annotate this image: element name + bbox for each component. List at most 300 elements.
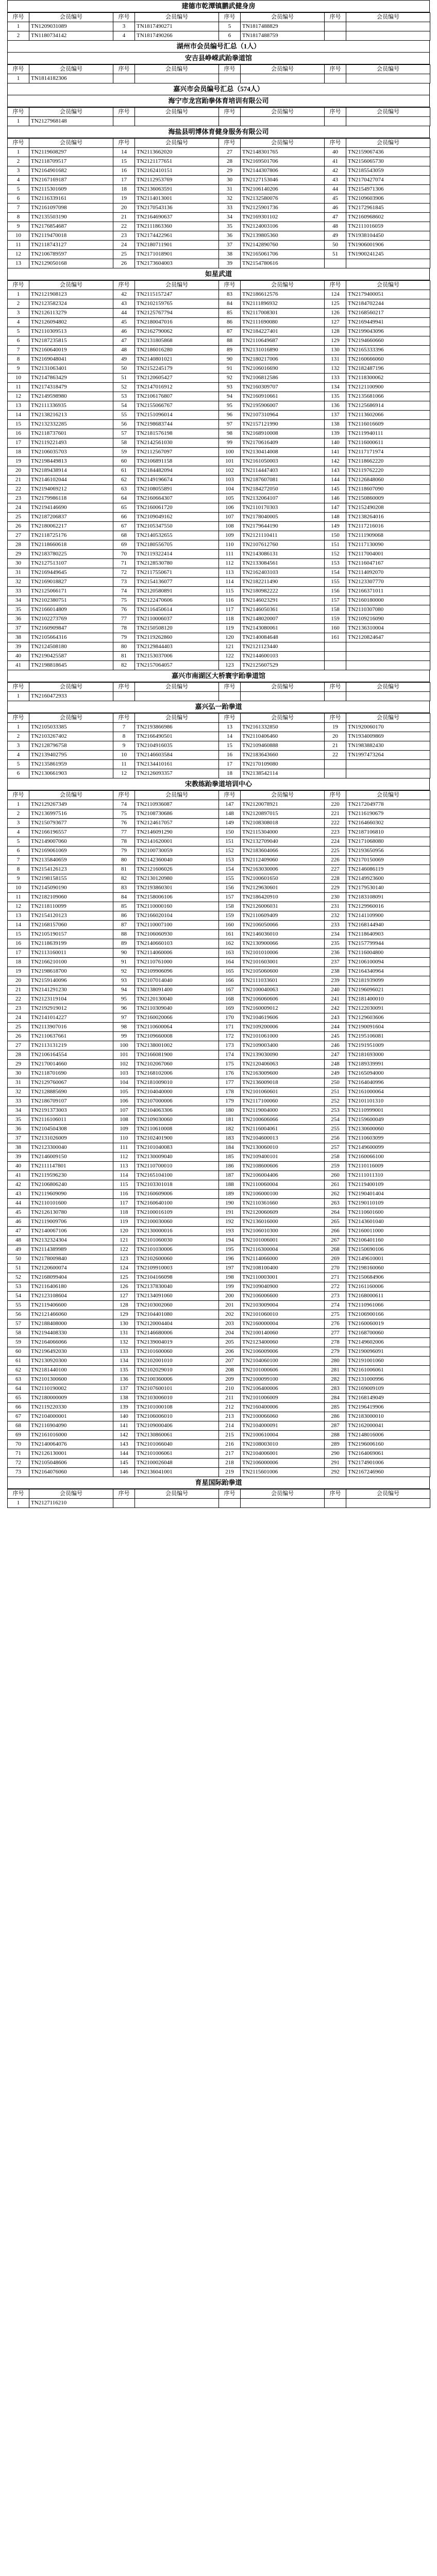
entry-index: 149 [325, 522, 346, 531]
entry-member-no: TN2164076060 [29, 1468, 113, 1477]
entry-index: 18 [219, 769, 241, 778]
entry-index: 80 [113, 856, 135, 865]
entry-index: 93 [113, 976, 135, 986]
entry-index: 5 [8, 185, 29, 194]
header-row [8, 683, 430, 692]
entry-index: 159 [325, 615, 346, 624]
entry-member-no: TN2101006061 [135, 1449, 219, 1459]
entry-member-no [346, 661, 430, 670]
table-row [8, 466, 430, 476]
entry-member-no: TN2195906007 [241, 401, 325, 411]
entry-member-no: TN2174318479 [29, 383, 113, 392]
entry-member-no: TN2110761000 [135, 958, 219, 967]
entry-index: 125 [113, 1273, 135, 1282]
entry-member-no: TN2116047167 [346, 559, 430, 568]
entry-index: 1 [8, 22, 29, 31]
entry-member-no: TN2114447403 [241, 466, 325, 476]
entry-member-no: TN2102401900 [135, 1134, 219, 1143]
entry-index: 240 [325, 986, 346, 995]
entry-index: 32 [8, 1088, 29, 1097]
entry-index: 233 [325, 921, 346, 930]
entry-member-no: TN2198158155 [29, 874, 113, 884]
entry-member-no: TN2125607529 [241, 661, 325, 670]
entry-index: 176 [219, 1069, 241, 1078]
entry-index: 34 [8, 1106, 29, 1115]
entry-member-no: TN2168560217 [346, 309, 430, 318]
entry-member-no: TN2163030006 [241, 865, 325, 874]
entry-member-no: TN2104166098 [135, 1273, 219, 1282]
entry-member-no: TN2161016000 [29, 1431, 113, 1440]
entry-index: 25 [8, 513, 29, 522]
entry-index: 2 [8, 809, 29, 819]
entry-index [325, 769, 346, 778]
entry-member-no: TN2116300004 [241, 1245, 325, 1255]
entry-index: 172 [219, 1032, 241, 1041]
entry-member-no: TN2161097098 [29, 204, 113, 213]
entry-index: 15 [8, 420, 29, 429]
entry-member-no: TN2106000100 [241, 1190, 325, 1199]
entry-member-no: TN2102380751 [29, 596, 113, 605]
entry-index: 133 [113, 1347, 135, 1357]
entry-member-no: TN2109910003 [135, 1264, 219, 1273]
entry-index: 42 [325, 166, 346, 176]
table-row [8, 1217, 430, 1227]
table-row [8, 1004, 430, 1013]
entry-index: 83 [219, 290, 241, 299]
entry-index: 122 [113, 1245, 135, 1255]
entry-index: 106 [113, 1097, 135, 1106]
entry-member-no: TN2121466060 [29, 1310, 113, 1319]
entry-member-no: TN1997473264 [346, 751, 430, 760]
entry-member-no: TN2107014040 [135, 976, 219, 986]
entry-index: 39 [8, 1153, 29, 1162]
entry-member-no: TN1983882430 [346, 741, 430, 751]
entry-member-no: TN2181576198 [135, 429, 219, 438]
entry-member-no: TN2158006106 [135, 893, 219, 902]
entry-member-no: TN2181009010 [135, 1078, 219, 1088]
entry-member-no: TN2100360006 [135, 1375, 219, 1384]
entry-member-no: TN2148301765 [241, 148, 325, 157]
table-row [8, 290, 430, 299]
entry-member-no: TN2191373003 [29, 1106, 113, 1115]
entry-member-no: TN2101300600 [29, 1375, 113, 1384]
entry-index: 22 [8, 485, 29, 494]
member-table [7, 682, 430, 701]
header-index: 序号 [8, 65, 29, 74]
entry-member-no: TN2130661903 [29, 769, 113, 778]
entry-member-no: TN2179400051 [346, 290, 430, 299]
entry-member-no: TN2102159765 [135, 299, 219, 309]
table-row [8, 633, 430, 642]
entry-index: 169 [219, 1004, 241, 1013]
entry-index: 79 [113, 846, 135, 856]
entry-index: 89 [219, 346, 241, 355]
entry-member-no: TN2167246960 [346, 1468, 430, 1477]
entry-index: 58 [113, 438, 135, 448]
entry-index: 91 [219, 364, 241, 374]
entry-member-no: TN2198618700 [29, 967, 113, 976]
entry-index: 251 [325, 1088, 346, 1097]
entry-index: 65 [8, 1394, 29, 1403]
entry-index: 290 [325, 1449, 346, 1459]
entry-member-no: TN2149196674 [135, 476, 219, 485]
header-row [8, 281, 430, 290]
table-row [8, 1227, 430, 1236]
entry-index: 39 [219, 259, 241, 268]
header-member-no: 会员编号 [135, 281, 219, 290]
entry-member-no: TN2110003001 [241, 1273, 325, 1282]
entry-index: 11 [8, 893, 29, 902]
entry-index: 16 [113, 166, 135, 176]
entry-member-no: TN2146603584 [135, 751, 219, 760]
entry-index: 85 [113, 902, 135, 911]
entry-member-no: TN2119220330 [29, 1403, 113, 1412]
entry-member-no: TN2178040005 [241, 513, 325, 522]
entry-index: 241 [325, 995, 346, 1004]
entry-member-no: TN2119221493 [29, 438, 113, 448]
entry-index: 281 [325, 1366, 346, 1375]
entry-index: 228 [325, 874, 346, 884]
entry-index: 31 [8, 568, 29, 578]
header-member-no: 会员编号 [135, 13, 219, 22]
entry-index: 43 [113, 299, 135, 309]
entry-member-no: TN2101101310 [346, 1097, 430, 1106]
entry-member-no: TN2179644190 [241, 522, 325, 531]
entry-index: 163 [219, 948, 241, 958]
header-index: 序号 [325, 1489, 346, 1499]
entry-member-no: TN2118300062 [346, 374, 430, 383]
entry-member-no [241, 692, 325, 701]
entry-index: 105 [113, 1088, 135, 1097]
entry-member-no: TN2112409060 [241, 856, 325, 865]
entry-index: 53 [8, 1282, 29, 1292]
entry-member-no: TN2106000006 [241, 1459, 325, 1468]
table-row [8, 596, 430, 605]
entry-index: 158 [325, 605, 346, 615]
header-member-no: 会员编号 [241, 714, 325, 723]
entry-member-no: TN2104401080 [135, 1310, 219, 1319]
entry-member-no: TN2132580076 [241, 194, 325, 204]
entry-member-no: TN2120406063 [241, 1060, 325, 1069]
entry-member-no: TN2146680006 [135, 1329, 219, 1338]
entry-index: 165 [219, 967, 241, 976]
entry-index: 111 [113, 1143, 135, 1153]
entry-index: 50 [325, 241, 346, 250]
table-row [8, 31, 430, 41]
entry-member-no: TN2104063306 [135, 1106, 219, 1115]
entry-index: 249 [325, 1069, 346, 1078]
table-row [8, 1357, 430, 1366]
entry-member-no: TN2123119104 [29, 995, 113, 1004]
entry-index: 66 [113, 513, 135, 522]
header-member-no: 会员编号 [135, 1489, 219, 1499]
member-table [7, 64, 430, 83]
entry-index: 148 [219, 809, 241, 819]
entry-index: 35 [8, 1115, 29, 1125]
entry-index: 279 [325, 1347, 346, 1357]
entry-member-no: TN2118640903 [346, 930, 430, 939]
entry-index [219, 1499, 241, 1508]
table-row [8, 318, 430, 327]
entry-index: 17 [113, 176, 135, 185]
header-index: 序号 [325, 139, 346, 148]
entry-member-no: TN2169009109 [346, 1384, 430, 1394]
entry-index [325, 661, 346, 670]
entry-index: 55 [113, 411, 135, 420]
entry-member-no: TN2148016006 [346, 1431, 430, 1440]
entry-member-no: TN2127153046 [241, 176, 325, 185]
entry-member-no: TN2101600060 [135, 1347, 219, 1357]
entry-member-no: TN2181400010 [346, 995, 430, 1004]
entry-index: 187 [219, 1171, 241, 1180]
table-row [8, 309, 430, 318]
table-row [8, 1060, 430, 1069]
header-index: 序号 [219, 714, 241, 723]
entry-index: 27 [8, 531, 29, 540]
entry-index: 140 [325, 438, 346, 448]
entry-index: 35 [8, 605, 29, 615]
table-row [8, 117, 430, 126]
table-row [8, 902, 430, 911]
entry-index: 206 [219, 1347, 241, 1357]
entry-index: 157 [219, 893, 241, 902]
entry-index: 115 [219, 587, 241, 596]
entry-member-no: TN2109049162 [135, 513, 219, 522]
entry-member-no: TN2126093357 [135, 769, 219, 778]
entry-index: 48 [8, 1236, 29, 1245]
entry-member-no: TN2106004406 [241, 1171, 325, 1180]
entry-index: 46 [113, 327, 135, 336]
entry-index [325, 259, 346, 268]
header-index: 序号 [219, 139, 241, 148]
member-table [7, 138, 430, 268]
entry-member-no: TN2193860301 [135, 884, 219, 893]
entry-member-no: TN2194146690 [29, 503, 113, 513]
entry-member-no: TN2132332285 [29, 420, 113, 429]
entry-member-no: TN2160472933 [29, 692, 113, 701]
entry-member-no: TN2139805360 [241, 231, 325, 241]
entry-member-no: TN2183604066 [241, 846, 325, 856]
entry-member-no: TN2132064107 [241, 494, 325, 503]
entry-index: 194 [219, 1236, 241, 1245]
entry-member-no: TN2180000009 [29, 1394, 113, 1403]
entry-index: 112 [219, 559, 241, 568]
entry-member-no: TN2127513107 [29, 559, 113, 568]
entry-member-no: TN2190110109 [346, 1199, 430, 1208]
entry-index: 156 [325, 587, 346, 596]
entry-index: 134 [325, 383, 346, 392]
entry-member-no: TN2190425587 [29, 652, 113, 661]
entry-member-no: TN2184482094 [135, 466, 219, 476]
member-sheet [7, 0, 430, 1508]
entry-index: 6 [219, 31, 241, 41]
entry-index: 273 [325, 1292, 346, 1301]
entry-index: 152 [325, 550, 346, 559]
entry-index: 38 [8, 633, 29, 642]
entry-index: 238 [325, 967, 346, 976]
entry-member-no: TN2160000004 [241, 1319, 325, 1329]
entry-index: 9 [8, 364, 29, 374]
entry-index: 10 [8, 231, 29, 241]
table-row [8, 1032, 430, 1041]
entry-member-no: TN2124003106 [241, 222, 325, 231]
entry-index: 117 [219, 605, 241, 615]
entry-member-no: TN2198449813 [29, 457, 113, 466]
entry-index: 26 [8, 1032, 29, 1041]
header-member-no: 会员编号 [29, 108, 113, 117]
entry-index: 116 [219, 596, 241, 605]
entry-member-no: TN2146102044 [29, 476, 113, 485]
entry-index: 22 [8, 995, 29, 1004]
entry-index: 5 [8, 327, 29, 336]
table-row [8, 420, 430, 429]
entry-index: 278 [325, 1338, 346, 1347]
entry-member-no: TN2100016109 [135, 1208, 219, 1217]
entry-index: 203 [219, 1319, 241, 1329]
entry-member-no: TN2194069212 [29, 485, 113, 494]
entry-member-no: TN2141620001 [135, 837, 219, 846]
entry-member-no [346, 117, 430, 126]
entry-index: 270 [325, 1264, 346, 1273]
table-row [8, 1310, 430, 1319]
entry-index: 141 [113, 1421, 135, 1431]
entry-member-no: TN2180982222 [241, 587, 325, 596]
section-title: 宋教练跆拳道培训中心 [7, 778, 430, 790]
entry-member-no: TN2108308018 [241, 819, 325, 828]
entry-index: 13 [219, 723, 241, 732]
table-row [8, 540, 430, 550]
entry-index: 133 [325, 374, 346, 383]
entry-member-no: TN2147863429 [29, 374, 113, 383]
header-index: 序号 [219, 683, 241, 692]
entry-member-no: TN2112567097 [135, 448, 219, 457]
header-member-no: 会员编号 [135, 791, 219, 800]
entry-index: 143 [113, 1440, 135, 1449]
entry-member-no: TN2143601040 [346, 1217, 430, 1227]
table-row [8, 1115, 430, 1125]
entry-index: 132 [325, 364, 346, 374]
entry-index: 136 [113, 1375, 135, 1384]
entry-member-no: TN2139030090 [241, 1050, 325, 1060]
entry-member-no: TN2113160011 [29, 948, 113, 958]
header-member-no: 会员编号 [346, 108, 430, 117]
header-index: 序号 [113, 281, 135, 290]
table-row [8, 1282, 430, 1292]
entry-index: 113 [219, 568, 241, 578]
entry-member-no: TN2190401404 [346, 1190, 430, 1199]
entry-index: 193 [219, 1227, 241, 1236]
entry-member-no: TN2195106081 [346, 1032, 430, 1041]
entry-member-no: TN2168000611 [346, 1292, 430, 1301]
entry-member-no: TN2174422961 [135, 231, 219, 241]
table-row [8, 837, 430, 846]
entry-index: 47 [325, 213, 346, 222]
entry-member-no: TN2168144940 [346, 921, 430, 930]
entry-member-no: TN2109030060 [135, 1115, 219, 1125]
entry-index: 275 [325, 1310, 346, 1319]
entry-member-no: TN2124508180 [29, 642, 113, 652]
entry-member-no: TN2164040996 [346, 1078, 430, 1088]
entry-member-no: TN2118743127 [29, 241, 113, 250]
entry-member-no: TN2143080061 [241, 624, 325, 633]
entry-member-no: TN2113662020 [135, 148, 219, 157]
entry-member-no: TN2109000406 [135, 1421, 219, 1431]
entry-member-no: TN2130920300 [29, 1357, 113, 1366]
table-row [8, 1078, 430, 1088]
entry-index: 204 [219, 1329, 241, 1338]
entry-index: 102 [219, 466, 241, 476]
entry-member-no: TN2104006001 [241, 1449, 325, 1459]
entry-index: 81 [113, 865, 135, 874]
header-index: 序号 [113, 13, 135, 22]
entry-member-no: TN1938104450 [346, 231, 430, 241]
entry-index: 248 [325, 1060, 346, 1069]
entry-member-no: TN2170427074 [346, 176, 430, 185]
entry-member-no: TN2198683744 [135, 420, 219, 429]
header-member-no: 会员编号 [241, 1489, 325, 1499]
entry-index: 286 [325, 1412, 346, 1421]
entry-index: 134 [113, 1357, 135, 1366]
table-row [8, 1023, 430, 1032]
entry-member-no: TN2111690080 [241, 318, 325, 327]
entry-index [113, 74, 135, 83]
entry-member-no: TN2110961066 [346, 1301, 430, 1310]
entry-member-no: TN2119004000 [241, 1106, 325, 1115]
entry-member-no: TN2117004001 [346, 550, 430, 559]
entry-index: 31 [219, 185, 241, 194]
entry-member-no: TN2130600060 [346, 1125, 430, 1134]
entry-index: 142 [113, 1431, 135, 1440]
entry-member-no: TN2106900166 [346, 1310, 430, 1319]
entry-index: 1 [8, 800, 29, 809]
entry-index: 57 [113, 429, 135, 438]
entry-member-no: TN2111909068 [346, 531, 430, 540]
entry-member-no: TN2186420910 [241, 893, 325, 902]
entry-member-no: TN2101010006 [241, 948, 325, 958]
entry-index: 77 [113, 615, 135, 624]
entry-member-no: TN2164340964 [346, 967, 430, 976]
entry-member-no: TN2130120980 [135, 874, 219, 884]
table-row [8, 1440, 430, 1449]
entry-member-no: TN2116339161 [29, 194, 113, 204]
entry-member-no: TN2128796758 [29, 741, 113, 751]
entry-member-no: TN2110000160 [135, 902, 219, 911]
entry-index: 30 [8, 1069, 29, 1078]
entry-index: 230 [325, 893, 346, 902]
entry-member-no: TN2130900066 [241, 939, 325, 948]
entry-index: 276 [325, 1319, 346, 1329]
entry-member-no: TN2162790062 [135, 327, 219, 336]
entry-index: 46 [8, 1217, 29, 1227]
entry-index: 208 [219, 1366, 241, 1375]
entry-index: 63 [8, 1375, 29, 1384]
entry-index: 7 [8, 204, 29, 213]
header-member-no: 会员编号 [346, 65, 430, 74]
entry-member-no: TN2100030060 [135, 1217, 219, 1227]
table-row [8, 241, 430, 250]
entry-member-no: TN1900241245 [346, 250, 430, 259]
entry-member-no: TN2134410161 [135, 760, 219, 769]
entry-member-no: TN2106010300 [241, 1227, 325, 1236]
entry-member-no: TN2116106011 [29, 1115, 113, 1125]
entry-member-no: TN2146091290 [135, 828, 219, 837]
entry-index: 195 [219, 1245, 241, 1255]
header-row [8, 65, 430, 74]
entry-member-no: TN2173604003 [135, 259, 219, 268]
entry-member-no: TN2166081900 [135, 1050, 219, 1060]
entry-member-no: TN2160061720 [135, 503, 219, 513]
entry-member-no: TN2135840659 [29, 856, 113, 865]
